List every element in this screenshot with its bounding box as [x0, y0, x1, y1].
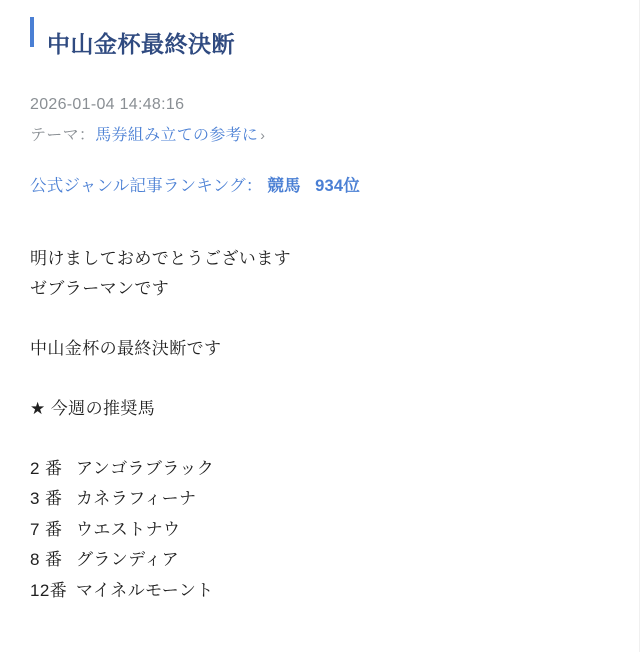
horse-number: 7 番 [30, 519, 63, 539]
body-paragraph-line-2: ゼブラーマンです [30, 278, 170, 298]
ranking-position: 934位 [315, 176, 360, 195]
theme-line [30, 123, 610, 148]
ranking-genre: 競馬 [267, 176, 301, 195]
page-title: 中山金杯最終決断 [47, 31, 235, 58]
horse-name: グランディア [76, 550, 180, 570]
timestamp: 2026-01-04 14:48:16 [30, 95, 185, 113]
horse-name: カネラフィーナ [76, 489, 197, 509]
horse-number: 12番 [30, 580, 68, 600]
ranking-prefix: 公式ジャンル記事ランキング： [30, 176, 263, 195]
theme-label: テーマ： [30, 126, 96, 144]
horse-name: アンゴラブラック [76, 458, 215, 478]
article-meta [30, 93, 610, 148]
body-paragraph-2: 中山金杯の最終決断です [30, 338, 222, 358]
list-item [30, 545, 610, 576]
title-accent-bar [30, 17, 34, 47]
chevron-right-icon: › [260, 126, 266, 143]
title-row [30, 0, 610, 75]
list-item [30, 484, 610, 515]
list-item [30, 515, 610, 546]
horse-number: 3 番 [30, 489, 63, 509]
horse-number: 2 番 [30, 458, 63, 478]
body-paragraph-line-1: 明けましておめでとうございます [30, 248, 291, 268]
theme-link[interactable]: 馬券組み立ての参考に [95, 126, 259, 144]
horse-number: 8 番 [30, 550, 63, 570]
list-item [30, 454, 610, 485]
section-heading: ★ 今週の推奨馬 [30, 398, 156, 418]
article-body [30, 244, 610, 607]
genre-ranking-link[interactable] [30, 174, 610, 198]
horse-name: マイネルモーント [76, 580, 214, 600]
recommended-horse-list [30, 454, 610, 607]
list-item [30, 576, 610, 607]
horse-name: ウエストナウ [76, 519, 181, 539]
